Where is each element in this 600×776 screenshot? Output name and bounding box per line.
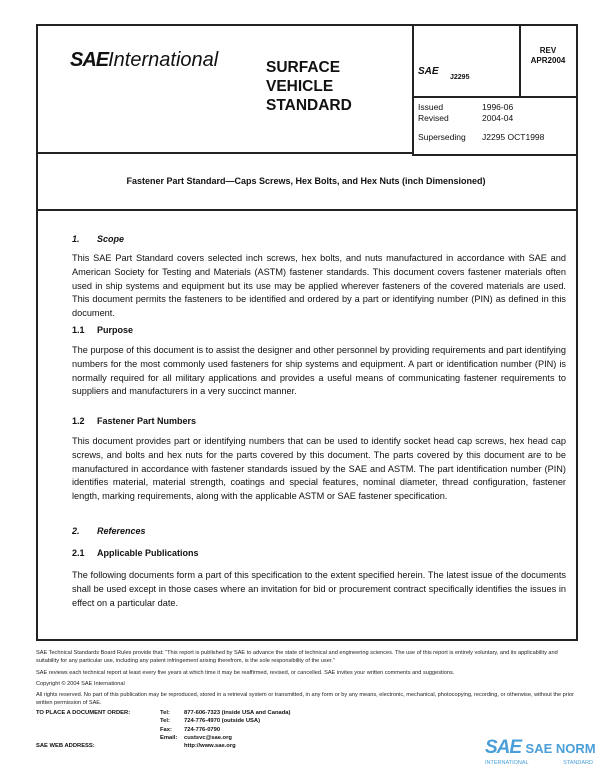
revision-box (520, 46, 576, 66)
logo-international: International (108, 49, 219, 71)
issue-info (418, 102, 544, 143)
document-page: SAEInternational SURFACE VEHICLE STANDARD SAE J2295 REV APR2004 Issued 1996-06 Revised 2004-04 Superseding J2295 OCT1998 Fastener Part Standard—Caps Screws, Hex Bolts, and Hex Nuts (inch Dimensioned) 1. Scope This SAE Part Standard covers selected inch screws, hex bolts, and nuts manufactured in accordance with SAE and American Society for Testing and Materials (ASTM) fastener standards. This document covers fastener materials often used in ship systems and equipment but its use may be applied wherever fasteners of the covered materials are used. This document permits the fasteners to be identified and ordered by a part or identifying number (PIN) as defined in this document. 1.1 Purpose The purpose of this document is to assist the designer and other personnel by providing requirements and part identifying numbers for the most commonly used fasteners for ship systems and equipment. A part or identification number (PIN) is normally required for all military applications and provides a useful means of communicating fastener requirements to suppliers and manufacturers in a very succinct manner. 1.2 Fastener Part Numbers This document provides part or identifying numbers that can be used to identify socket head cap screws, hex head cap screws, and bolts and hex nuts for the parts covered by this document. The parts covered by this document are to be manufactured in accordance with fastener standards issued by the SAE and ASTM. The part identification number (PIN) identifies material, material strength, coatings and special features, nominal diameter, thread configuration, fastener length, marking requirements, along with the applicable ASTM or SAE fastener specification. 2. References 2.1 Applicable Publications The following documents form a part of this specification to the extent specified herein. The latest issue of the documents shall be used except in those cases where an invitation for bid or procurement contract specifically identifies the issues in effect on a particular date. SAE Technical Standards Board Rules provide that: “This report is published by SAE to advance the state of technical and engineering sciences. The use of this report is entirely voluntary, and its applicability and suitability for any particular use, including any patent infringement arising therefrom, is the sole responsibility of the user.” SAE reviews each technical report at least every five years at which time it may be reaffirmed, revised, or cancelled. SAE invites your written comments and suggestions. Copyright © 2004 SAE International All rights reserved. No part of this publication may be reproduced, stored in a retrieval system or transmitted, in any form or by any means, electronic, mechanical, photocopying, recording, or otherwise, without the prior written permission of SAE. TO PLACE A DOCUMENT ORDER: SAE WEB ADDRESS: Tel: 877-606-7323 (inside USA and Canada) Tel: 724-776-4970 (outside USA) Fax: 724-776-0790 Email: custsvc@sae.org http://www.sae.org SAE SAE NORM INTERNATIONAL STANDARD (0, 0, 600, 776)
section-text: The following documents form a part of this specification to the extent specified herein. The latest issue of the documents shall be used except in those cases where an invitation for bid or procurement contract specifically identifies the issues in effect on a particular date. (72, 570, 566, 608)
footer-rights: All rights reserved. No part of this publication may be reproduced, stored in a retrieval system or transmitted, in any form or by any means, electronic, mechanical, photocopying, recording, or otherwise, without the prior written permission of SAE. (36, 692, 574, 706)
document-type (266, 58, 352, 115)
rev-value: APR2004 (530, 56, 566, 65)
superseding-label: Superseding (418, 132, 466, 142)
phone-inside: 877-606-7323 (inside USA and Canada) (184, 710, 291, 716)
section-heading: 1. Scope (72, 234, 125, 244)
document-title: Fastener Part Standard—Caps Screws, Hex Bolts, and Hex Nuts (inch Dimensioned) (126, 176, 486, 186)
web-link[interactable]: http://www.sae.org (184, 743, 236, 750)
doc-type-line: STANDARD (266, 97, 352, 114)
divider (36, 209, 576, 211)
section-heading: 1.2 Fastener Part Numbers (72, 416, 197, 426)
order-label: TO PLACE A DOCUMENT ORDER: (36, 710, 131, 716)
doc-type-line: SURFACE (266, 59, 341, 76)
issued-label: Issued (418, 102, 444, 112)
email-link[interactable]: custsvc@sae.org (184, 734, 232, 741)
section-heading: 2.1 Applicable Publications (72, 548, 199, 558)
sae-international-logo (70, 49, 218, 72)
web-label: SAE WEB ADDRESS: (36, 743, 95, 749)
watermark-sub: INTERNATIONAL (485, 760, 529, 766)
watermark-sub: STANDARD (563, 760, 593, 766)
fax: 724-776-0790 (184, 726, 221, 733)
doc-number: J2295 (450, 74, 470, 81)
footer-review: SAE reviews each technical report at least every five years at which time it may be reaffirmed, revised, or cancelled. SAE invites your written comments and suggestions. (36, 670, 455, 676)
section-heading: 2. References (72, 526, 146, 536)
footer-copyright: Copyright © 2004 SAE International (36, 681, 125, 687)
rev-label: REV (539, 46, 557, 55)
issued-value: 1996-06 (482, 102, 514, 112)
logo-sae: SAE (70, 49, 109, 71)
divider (36, 152, 412, 154)
watermark-text: SAE NORM (525, 741, 596, 756)
divider (412, 24, 414, 156)
section-text: This SAE Part Standard covers selected inch screws, hex bolts, and nuts manufactured in accordance with SAE and American Society for Testing and Materials (ASTM) fastener standards. This document covers fastener materials often used in ship systems and equipment but its use may be applied wherever fasteners of the covered materials are used. This document permits the fasteners to be identified and ordered by a part or identifying number (PIN) as defined in this document. (72, 253, 566, 319)
sae-norm-watermark (485, 738, 595, 767)
section-heading: 1.1 Purpose (72, 325, 134, 335)
phone-outside: 724-776-4970 (outside USA) (184, 718, 261, 725)
superseding-value: J2295 OCT1998 (482, 132, 545, 142)
watermark-logo: SAE (485, 737, 522, 758)
revised-value: 2004-04 (482, 113, 514, 123)
doc-type-line: VEHICLE (266, 78, 334, 95)
small-sae-logo: SAE (418, 66, 439, 77)
footer-rules: SAE Technical Standards Board Rules provide that: “This report is published by SAE to advance the state of technical and engineering sciences. The use of this report is entirely voluntary, and its applicability and suitability for any particular use, including any patent infringement arising therefrom, is the sole responsibility of the user.” (36, 650, 558, 664)
section-text: This document provides part or identifying numbers that can be used to identify socket head cap screws, hex head cap screws, and bolts and hex nuts for the parts covered by this document. The parts covered by this document are to be manufactured in accordance with fastener standards issued by the SAE and ASTM. The part identification number (PIN) identifies material, material strength, coatings and special features, nominal diameter, thread configuration, fastener length, marking requirements, along with the applicable ASTM or SAE fastener specification. (72, 436, 566, 502)
revised-label: Revised (418, 113, 449, 123)
divider (412, 154, 576, 156)
divider (412, 96, 576, 98)
section-text: The purpose of this document is to assist the designer and other personnel by providing requirements and part identifying numbers for the most commonly used fasteners for ship systems and equipment. A part or identification number (PIN) is normally required for all military applications and provides a useful means of communicating fastener requirements to suppliers and manufacturers in a very succinct manner. (72, 345, 566, 397)
